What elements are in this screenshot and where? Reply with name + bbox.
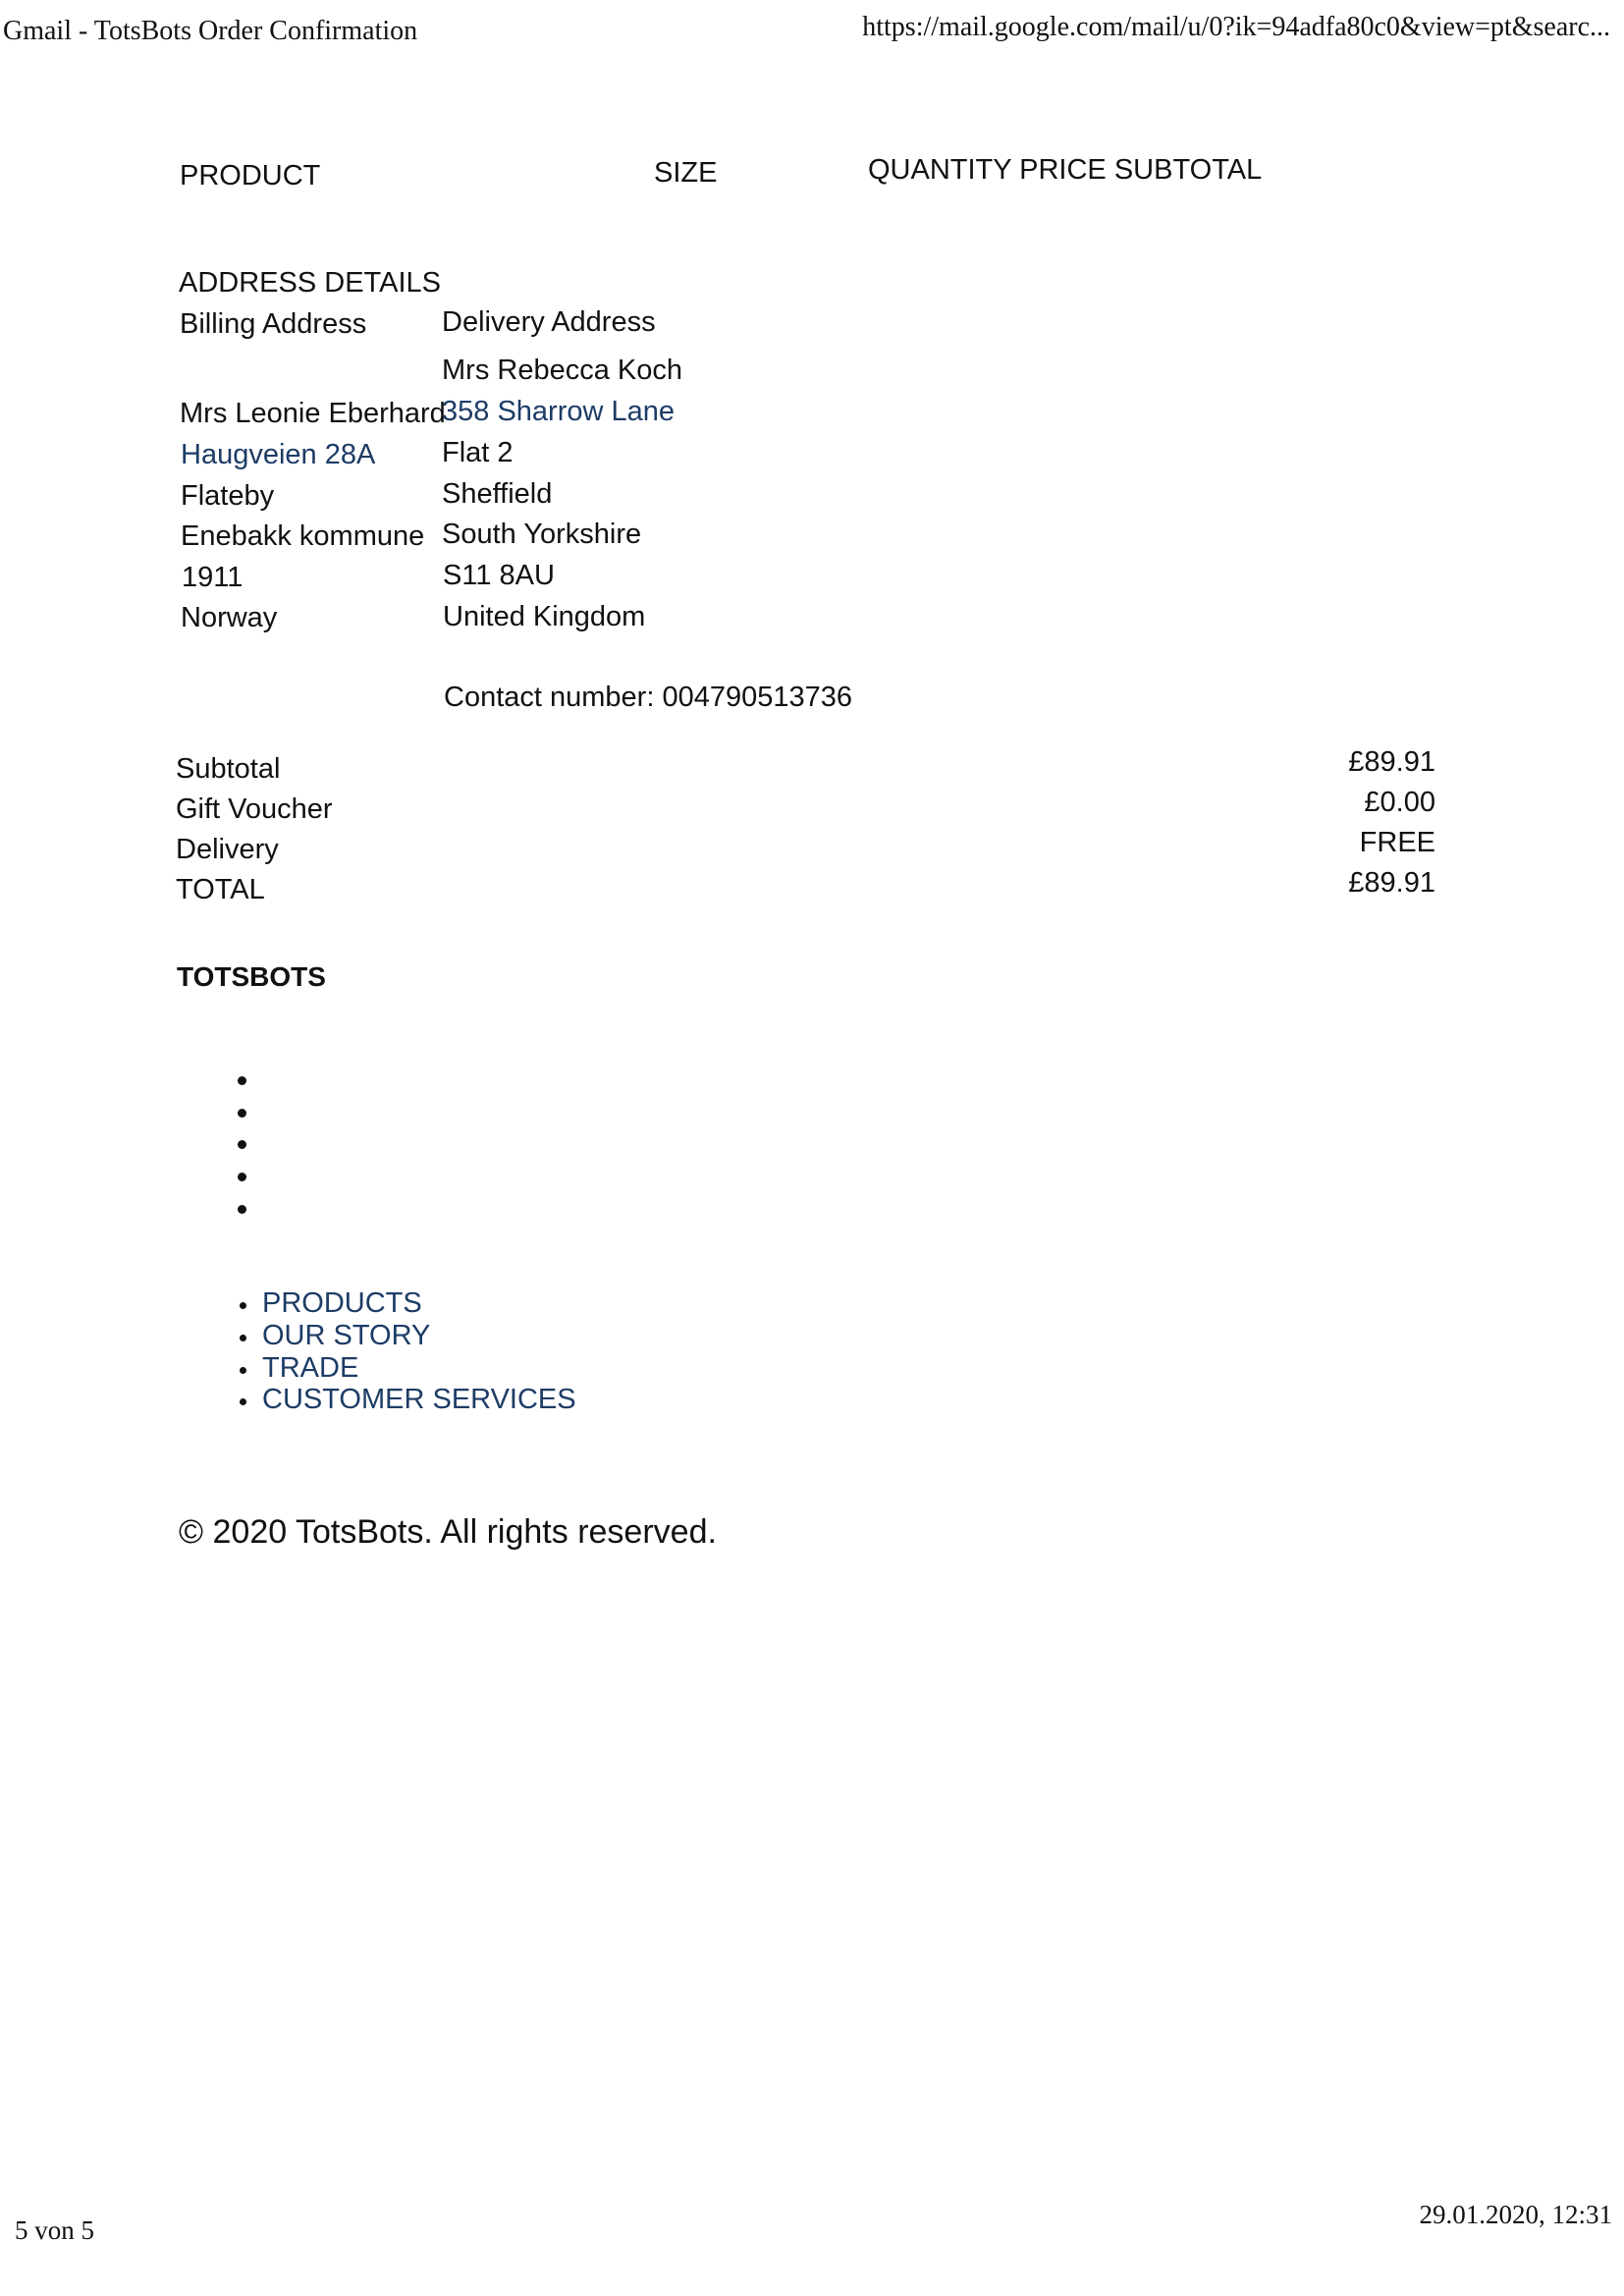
billing-name: Mrs Leonie Eberhard xyxy=(180,398,446,429)
delivery-address-label: Delivery Address xyxy=(442,306,656,338)
social-link-bullet[interactable] xyxy=(238,1109,246,1118)
billing-country: Norway xyxy=(181,602,278,633)
column-header-size: SIZE xyxy=(654,157,718,189)
delivery-postcode: S11 8AU xyxy=(443,560,555,591)
contact-number: Contact number: 004790513736 xyxy=(444,682,852,713)
billing-city: Flateby xyxy=(181,480,275,512)
delivery-flat: Flat 2 xyxy=(442,437,514,468)
subtotal-label: Subtotal xyxy=(176,753,281,785)
print-page-title: Gmail - TotsBots Order Confirmation xyxy=(3,16,418,46)
billing-address-label: Billing Address xyxy=(180,308,367,340)
delivery-country: United Kingdom xyxy=(443,601,646,632)
billing-postcode: 1911 xyxy=(182,562,244,593)
delivery-city: Sheffield xyxy=(442,478,553,510)
delivery-name: Mrs Rebecca Koch xyxy=(442,355,682,386)
nav-bullet xyxy=(240,1398,246,1405)
gift-voucher-label: Gift Voucher xyxy=(176,793,333,825)
nav-link-our-story[interactable]: OUR STORY xyxy=(262,1320,431,1351)
nav-link-customer-services[interactable]: CUSTOMER SERVICES xyxy=(262,1384,576,1415)
copyright-notice: © 2020 TotsBots. All rights reserved. xyxy=(179,1513,717,1551)
social-link-bullet[interactable] xyxy=(238,1140,246,1149)
delivery-region: South Yorkshire xyxy=(442,519,642,550)
delivery-value: FREE xyxy=(1359,827,1435,858)
billing-region: Enebakk kommune xyxy=(181,520,425,552)
print-page-url: https://mail.google.com/mail/u/0?ik=94adfa80c0&view=pt&searc... xyxy=(862,12,1610,42)
brand-name: TOTSBOTS xyxy=(177,961,326,992)
social-link-bullet[interactable] xyxy=(238,1205,246,1214)
print-datetime: 29.01.2020, 12:31 xyxy=(1419,2200,1612,2229)
delivery-street-link[interactable]: 358 Sharrow Lane xyxy=(442,396,675,427)
address-details-heading: ADDRESS DETAILS xyxy=(179,267,441,299)
nav-bullet xyxy=(240,1302,246,1309)
nav-bullet xyxy=(240,1335,246,1341)
nav-link-products[interactable]: PRODUCTS xyxy=(262,1287,422,1319)
total-label: TOTAL xyxy=(176,874,265,905)
social-link-bullet[interactable] xyxy=(238,1173,246,1181)
column-header-product: PRODUCT xyxy=(180,160,321,191)
gift-voucher-value: £0.00 xyxy=(1364,787,1435,818)
billing-street-link[interactable]: Haugveien 28A xyxy=(181,439,376,470)
nav-link-trade[interactable]: TRADE xyxy=(262,1352,359,1384)
total-value: £89.91 xyxy=(1348,867,1435,899)
subtotal-value: £89.91 xyxy=(1348,746,1435,778)
delivery-label: Delivery xyxy=(176,834,279,865)
print-page-number: 5 von 5 xyxy=(15,2215,94,2245)
nav-bullet xyxy=(240,1367,246,1374)
column-header-quantity-price-subtotal: QUANTITY PRICE SUBTOTAL xyxy=(868,154,1263,186)
social-link-bullet[interactable] xyxy=(238,1076,246,1085)
